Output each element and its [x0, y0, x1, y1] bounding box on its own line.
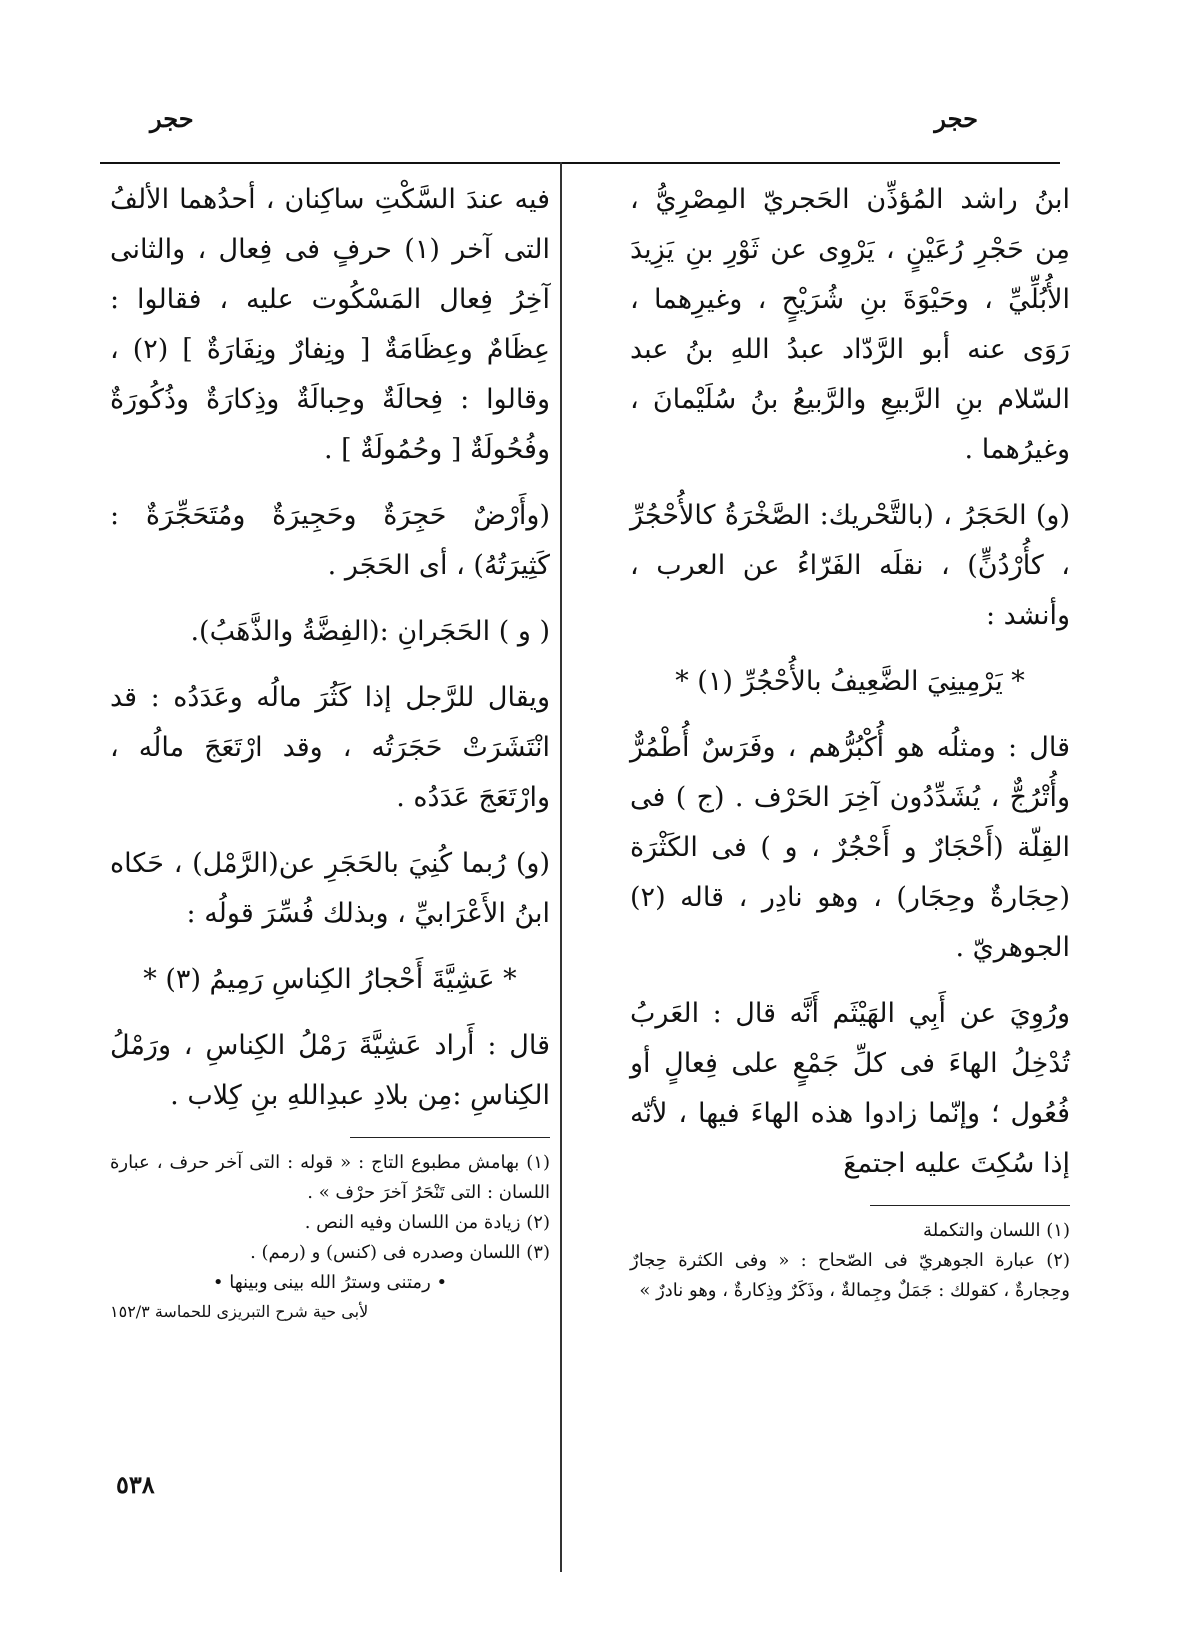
- right-paragraph-2: (و) الحَجَرُ ، (بالتَّحْريك: الصَّخْرَةُ كالأُحْجُرِّ ، كأُرْدُنٍّ) ، نقلَه الفَرّاءُ عن العرب ، وأنشد :: [630, 500, 1070, 631]
- left-footnote-source: لأبى حية شرح التبريزى للحماسة ١٥٢/٣: [110, 1302, 369, 1321]
- right-column: [630, 175, 1070, 1306]
- right-paragraph-4: ورُوِيَ عن أَبِي الهَيْثَم أَنَّه قال : العَربُ تُدْخِلُ الهاءَ فى كلِّ جَمْعٍ على فِعالٍ أو فُعُول ؛ وإنّما زادوا هذه الهاءَ فيها ، لأنّه إذا سُكِتَ عليه اجتمعَ: [630, 998, 1070, 1179]
- left-column: [110, 175, 550, 1326]
- left-paragraph-4: ويقال للرَّجل إذا كَثُرَ مالُه وعَدَدُه : قد انْتَشَرَتْ حَجَرَتُه ، وقد ارْتَعَجَ مالُه ، وارْتَعَجَ عَدَدُه .: [110, 682, 550, 813]
- right-footnote-1: (١) اللسان والتكملة: [923, 1220, 1070, 1241]
- page-number: ٥٣٨: [116, 1470, 155, 1499]
- right-paragraph-1: ابنُ راشد المُؤذِّن الحَجريّ المِصْرِيُّ ، مِن حَجْرِ رُعَيْنٍ ، يَرْوِى عن ثَوْرِ بنِ يَزِيدَ الأُبُلِّيِّ ، وحَيْوَةَ بنِ شُرَيْحٍ ، وغيرِهما ، رَوَى عنه أبو الرَّدّاد عبدُ اللهِ بنُ عبد السّلام بنِ الرَّبيعِ والرَّبيعُ بنُ سُلَيْمانَ ، وغيرُهما .: [630, 184, 1070, 465]
- left-paragraph-2: (وأَرْضٌ حَجِرَةٌ وحَجِيرَةٌ ومُتَحَجِّرَةٌ : كَثِيرَتُهُ) ، أى الحَجَر .: [110, 500, 550, 581]
- left-footnote-1: (١) بهامش مطبوع التاج : « قوله : التى آخر حرف ، عبارة اللسان : التى تَنْحَرُ آخرَ حرْف » .: [110, 1152, 550, 1203]
- header-rule: [100, 162, 1060, 164]
- left-verse-1: * عَشِيَّةَ أَحْجارُ الكِناسِ رَمِيمُ (٣) *: [143, 964, 517, 995]
- right-verse-1: * يَرْمِينِيَ الضَّعِيفُ بالأُحْجُرِّ (١) *: [675, 666, 1025, 697]
- left-footnote-rule: [350, 1137, 550, 1138]
- right-footnote-2: (٢) عبارة الجوهريّ فى الصّحاح : « وفى الكثرة حِجارٌ وحِجارةٌ ، كقولك : جَمَلٌ وجِمالةٌ ، وذَكَرٌ وذِكارةٌ ، وهو نادرٌ »: [630, 1250, 1070, 1301]
- running-head-left: حجر: [150, 104, 194, 133]
- left-footnote-3: (٣) اللسان وصدره فى (كنس) و (رمم) .: [250, 1242, 550, 1263]
- column-divider: [560, 162, 562, 1572]
- left-paragraph-3: ( و ) الحَجَرانِ :(الفِضَّةُ والذَّهَبُ).: [190, 616, 550, 647]
- left-footnote-2: (٢) زيادة من اللسان وفيه النص .: [304, 1212, 550, 1233]
- left-paragraph-6: قال : أَراد عَشِيَّةَ رَمْلُ الكِناسِ ، ورَمْلُ الكِناسِ :مِن بلادِ عبدِاللهِ بنِ كِلاب .: [110, 1030, 550, 1111]
- right-footnote-rule: [870, 1205, 1070, 1206]
- left-paragraph-1: فيه عندَ السَّكْتِ ساكِنان ، أحدُهما الألفُ التى آخر (١) حرفٍ فى فِعال ، والثانى آخِرُ فِعال المَسْكُوت عليه ، فقالوا : عِظَامٌ وعِظَامَةٌ [ ونِفارٌ ونِفَارَةٌ ] (٢) ، وقالوا : فِحالَةٌ وحِبالَةٌ وذِكارَةٌ وذُكُورَةٌ وفُحُولَةٌ [ وحُمُولَةٌ ] .: [110, 184, 550, 465]
- left-paragraph-5: (و) رُبما كُنِيَ بالحَجَرِ عن(الرَّمْل) ، حَكاه ابنُ الأَعْرَابيِّ ، وبذلك فُسِّرَ قولُه :: [110, 848, 550, 929]
- right-paragraph-3: قال : ومثلُه هو أُكْبُرُّهم ، وفَرَسٌ أُطْمُرٌّ وأُتْرُجٌّ ، يُشَدِّدُون آخِرَ الحَرْف . (ج ) فى القِلّة (أَحْجَارٌ و أَحْجُرٌ ، و ) فى الكَثْرَة (حِجَارةٌ وحِجَار) ، وهو نادِر ، قاله (٢) الجوهريّ .: [630, 732, 1070, 963]
- running-head-right: حجر: [934, 104, 978, 133]
- left-footnote-verse: • رمتنى وسترُ الله بينى وبينها •: [212, 1272, 448, 1293]
